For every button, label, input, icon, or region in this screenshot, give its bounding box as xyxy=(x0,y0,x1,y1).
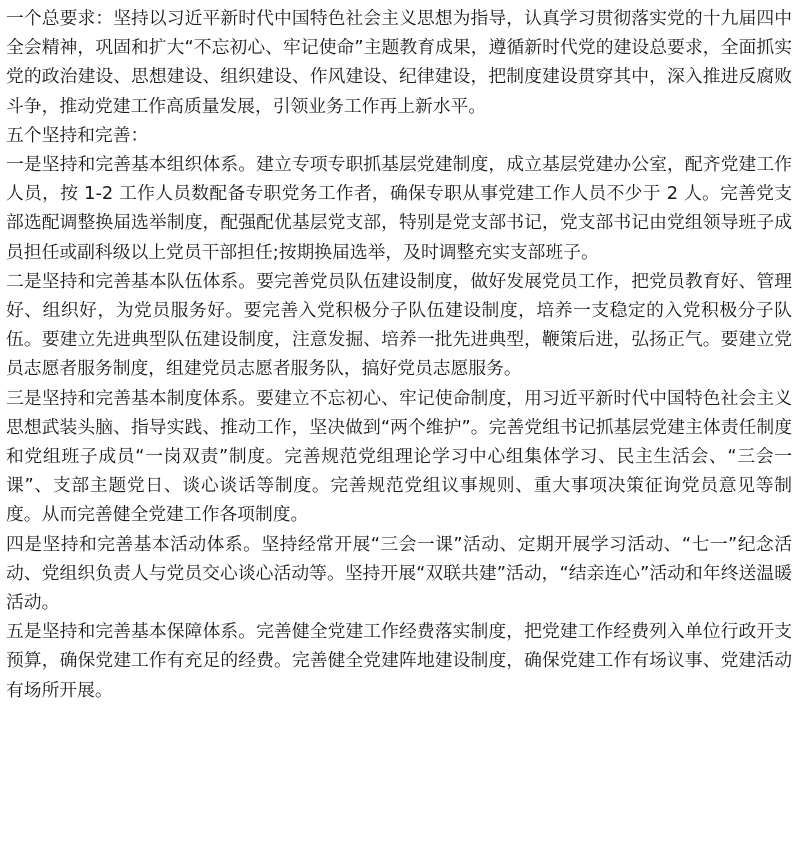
paragraph-activity-system: 四是坚持和完善基本活动体系。坚持经常开展“三会一课”活动、定期开展学习活动、“七一”纪念活动、党组织负责人与党员交心谈心活动等。坚持开展“双联共建”活动，“结亲连心”活动和年终送温暖活动。 xyxy=(6,533,792,614)
paragraph-institution-system: 三是坚持和完善基本制度体系。要建立不忘初心、牢记使命制度，用习近平新时代中国特色社会主义思想武装头脑、指导实践、推动工作，坚决做到“两个维护”。完善党组书记抓基层党建主体责任制度和党组班子成员“一岗双责”制度。完善规范党组理论学习中心组集体学习、民主生活会、“三会一课”、支部主题党日、谈心谈话等制度。完善规范党组议事规则、重大事项决策征询党员意见等制度。从而完善健全党建工作各项制度。 xyxy=(6,387,792,526)
paragraph-team-system: 二是坚持和完善基本队伍体系。要完善党员队伍建设制度，做好发展党员工作，把党员教育好、管理好、组织好，为党员服务好。要完善入党积极分子队伍建设制度，培养一支稳定的入党积极分子队伍。要建立先进典型队伍建设制度，注意发掘、培养一批先进典型，鞭策后进，弘扬正气。要建立党员志愿者服务制度，组建党员志愿者服务队，搞好党员志愿服务。 xyxy=(6,270,792,380)
paragraph-organization-system: 一是坚持和完善基本组织体系。建立专项专职抓基层党建制度，成立基层党建办公室，配齐党建工作人员，按 1-2 工作人员数配备专职党务工作者，确保专职从事党建工作人员不少于 2 人。完善党支部选配调整换届选举制度，配强配优基层党支部，特别是党支部书记，党支部书记由党组领导班子成员担任或副科级以上党员干部担任;按期换届选举，及时调整充实支部班子。 xyxy=(6,154,792,263)
document-body xyxy=(6,4,792,705)
paragraph-five-persist-heading: 五个坚持和完善： xyxy=(6,124,149,146)
paragraph-general-requirement: 一个总要求：坚持以习近平新时代中国特色社会主义思想为指导，认真学习贯彻落实党的十九届四中全会精神，巩固和扩大“不忘初心、牢记使命”主题教育成果，遵循新时代党的建设总要求，全面抓实党的政治建设、思想建设、组织建设、作风建设、纪律建设，把制度建设贯穿其中，深入推进反腐败斗争，推动党建工作高质量发展，引领业务工作再上新水平。 xyxy=(6,8,792,117)
paragraph-guarantee-system: 五是坚持和完善基本保障体系。完善健全党建工作经费落实制度，把党建工作经费列入单位行政开支预算，确保党建工作有充足的经费。完善健全党建阵地建设制度，确保党建工作有场议事、党建活动有场所开展。 xyxy=(6,621,792,701)
